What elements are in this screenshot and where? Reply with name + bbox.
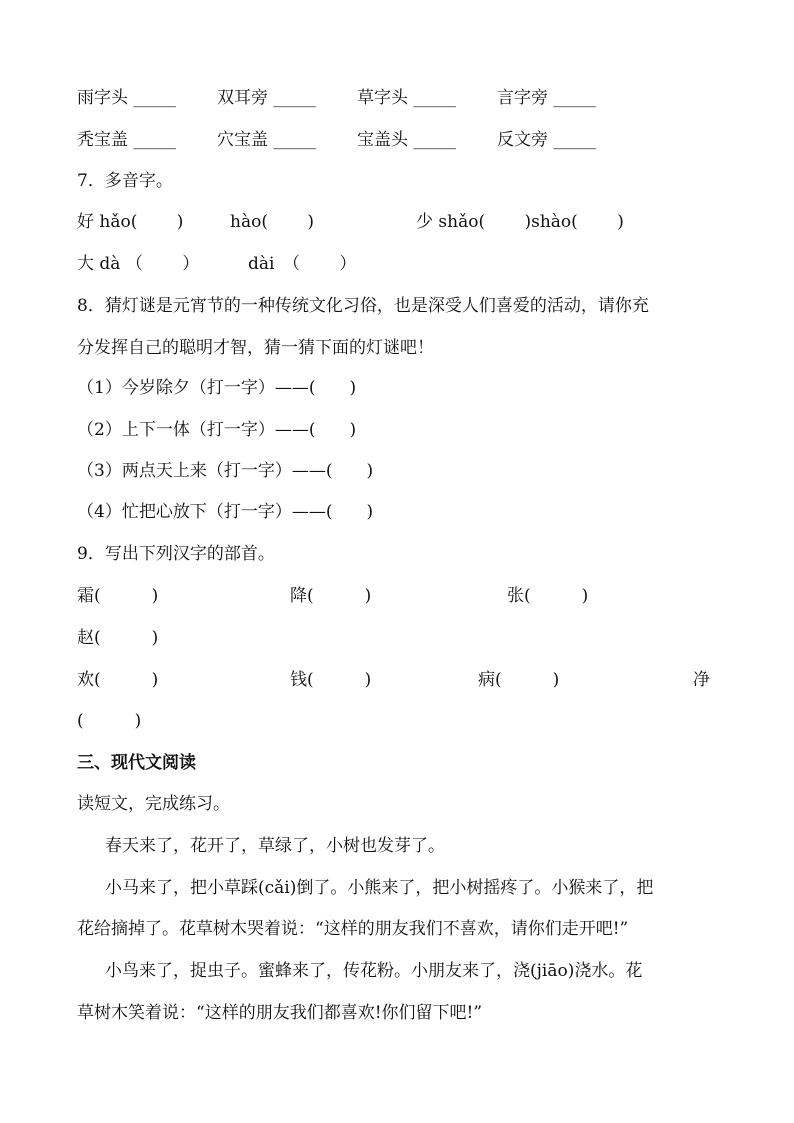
q7-title: 7．多音字。: [77, 171, 173, 191]
q9-char-shuang: 霜( ): [77, 586, 159, 606]
passage-paragraph-2-line2: 花给摘掉了。花草树木哭着说：“这样的朋友我们不喜欢，请你们走开吧!”: [77, 919, 629, 939]
q7-shao: 少 shǎo( )shào( ): [416, 212, 624, 232]
q9-title: 9．写出下列汉字的部首。: [77, 544, 275, 564]
q9-char-jiang: 降( ): [290, 586, 372, 606]
q9-char-huan: 欢( ): [77, 670, 159, 690]
q9-char-jing: 净: [693, 670, 710, 690]
q8-intro-line2: 分发挥自己的聪明才智，猜一猜下面的灯谜吧！: [77, 338, 434, 358]
q9-char-jing-blank: ( ): [77, 711, 142, 731]
passage-paragraph-3-line2: 草树木笑着说：“这样的朋友我们都喜欢!你们留下吧!”: [77, 1003, 483, 1023]
q7-dai: dài （ ）: [248, 254, 357, 274]
q7-da: 大 dà （ ）: [77, 254, 200, 274]
radical-caozitou: 草字头 _____: [357, 88, 456, 108]
q8-riddle-1: （1）今岁除夕（打一字）——( ): [77, 378, 357, 398]
section3-instruction: 读短文，完成练习。: [77, 794, 230, 814]
q8-riddle-2: （2）上下一体（打一字）——( ): [77, 420, 357, 440]
radical-shuangerpang: 双耳旁 _____: [217, 88, 316, 108]
q9-char-zhang: 张( ): [507, 586, 589, 606]
radical-tubaogai: 秃宝盖 _____: [77, 130, 176, 150]
passage-paragraph-2-line1: 小马来了，把小草踩(cǎi)倒了。小熊来了，把小树摇疼了。小猴来了，把: [105, 878, 654, 898]
q7-hao-hao4: hào( ): [230, 212, 314, 232]
q9-char-qian: 钱( ): [290, 670, 372, 690]
radical-baogaitou: 宝盖头 _____: [357, 130, 456, 150]
q8-intro-line1: 8．猜灯谜是元宵节的一种传统文化习俗，也是深受人们喜爱的活动，请你充: [77, 296, 649, 316]
q9-char-zhao: 赵( ): [77, 628, 159, 648]
q8-riddle-3: （3）两点天上来（打一字）——( ): [77, 461, 374, 481]
q8-riddle-4: （4）忙把心放下（打一字）——( ): [77, 502, 374, 522]
q7-hao-hao3: 好 hǎo( ): [77, 212, 184, 232]
section3-heading: 三、现代文阅读: [77, 753, 196, 773]
radical-yuzitou: 雨字头 _____: [77, 88, 176, 108]
passage-paragraph-1: 春天来了，花开了，草绿了，小树也发芽了。: [105, 836, 445, 856]
passage-paragraph-3-line1: 小鸟来了，捉虫子。蜜蜂来了，传花粉。小朋友来了，浇(jiāo)浇水。花: [105, 961, 643, 981]
radical-fanwenpang: 反文旁 _____: [497, 130, 596, 150]
radical-yanzipang: 言字旁 _____: [497, 88, 596, 108]
q9-char-bing: 病( ): [478, 670, 560, 690]
radical-xuebaogai: 穴宝盖 _____: [217, 130, 316, 150]
